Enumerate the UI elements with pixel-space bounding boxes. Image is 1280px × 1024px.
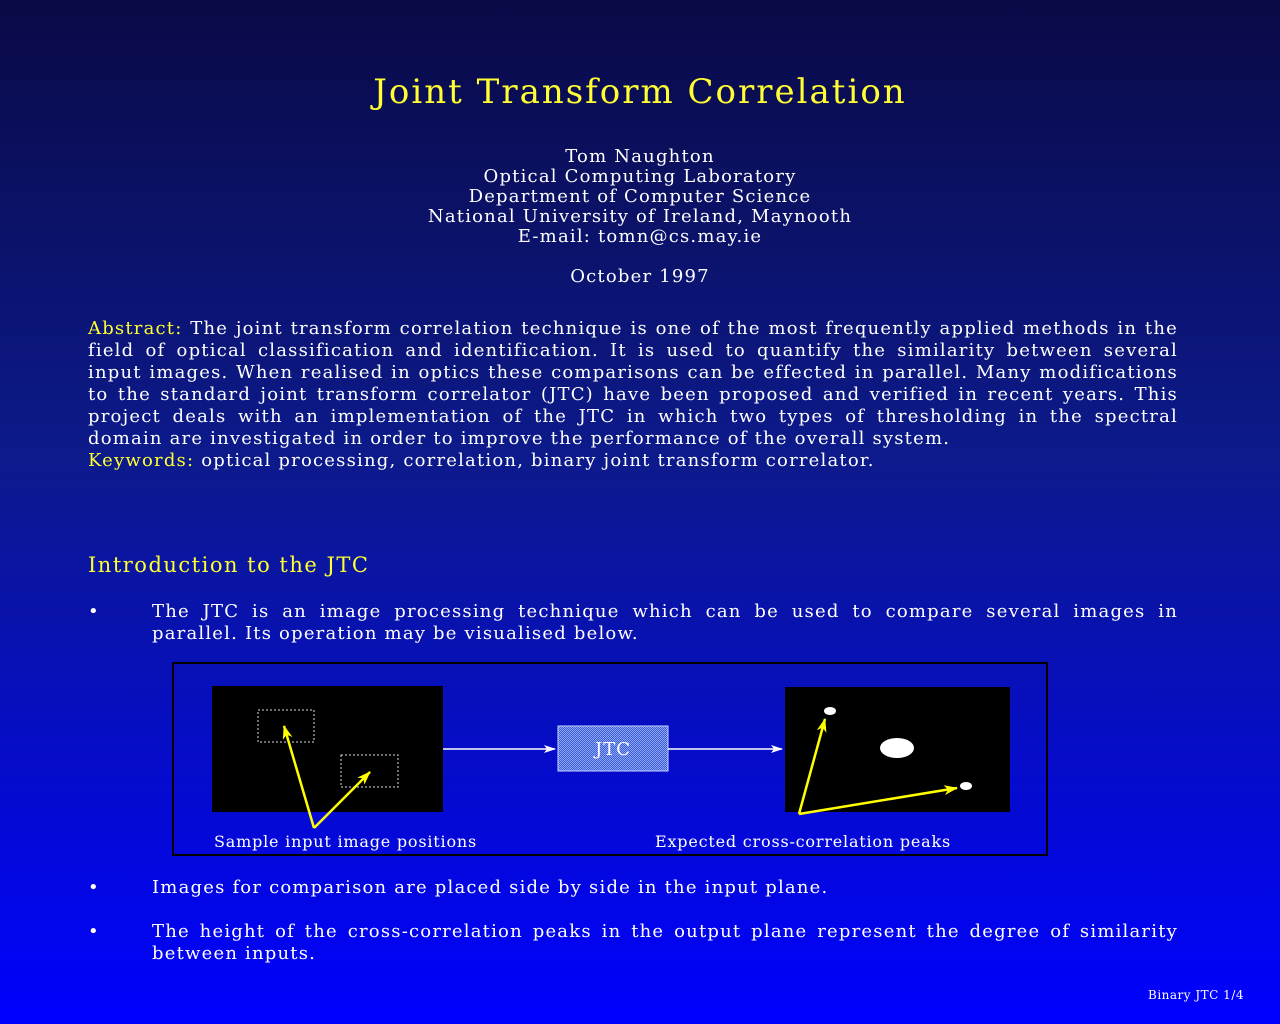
jtc-diagram — [172, 662, 1048, 856]
bullet-text: Images for comparison are placed side by side in the input plane. — [152, 877, 829, 898]
correlation-peak — [960, 782, 972, 790]
input-caption: Sample input image positions — [214, 832, 477, 851]
author-lab: Optical Computing Laboratory — [483, 166, 797, 187]
bullet-text: The JTC is an image processing technique which can be used to compare several images in parallel. Its operation may be visualised below. — [152, 601, 1178, 644]
author-university: National University of Ireland, Maynooth — [427, 206, 853, 227]
correlation-peak — [880, 738, 914, 758]
abstract — [88, 318, 1178, 472]
bullet-icon: • — [88, 877, 100, 898]
publication-date: October 1997 — [570, 266, 710, 287]
bullet-icon: • — [88, 921, 100, 942]
bullet-icon: • — [88, 601, 100, 622]
abstract-label: Abstract: — [88, 318, 183, 339]
slide-footer: Binary JTC 1/4 — [1148, 988, 1244, 1002]
keywords-text: optical processing, correlation, binary joint transform correlator. — [201, 450, 875, 471]
output-caption: Expected cross-correlation peaks — [655, 832, 952, 851]
bullet-item — [88, 877, 1178, 899]
jtc-diagram-svg — [174, 664, 1050, 858]
author-block — [0, 147, 1280, 287]
slide-title: Joint Transform Correlation — [373, 72, 907, 112]
author-department: Department of Computer Science — [468, 186, 812, 207]
correlation-peak — [824, 707, 836, 715]
input-plane — [212, 686, 443, 812]
author-email: E-mail: tomn@cs.may.ie — [517, 226, 763, 247]
bullet-item — [88, 601, 1178, 645]
abstract-text: The joint transform correlation technique is one of the most frequently applied methods in the field of optical classification and identification. It is used to quantify the similarity between several input images. When realised in optics these comparisons can be effected in parallel. Many modifications to the standard joint transform correlator (JTC) have been proposed and verified in recent years. This project deals with an implementation of the JTC in which two types of thresholding in the spectral domain are investigated in order to improve the performance of the overall system. — [88, 318, 1178, 449]
author-name: Tom Naughton — [565, 146, 715, 167]
keywords-label: Keywords: — [88, 450, 195, 471]
bullet-text: The height of the cross-correlation peaks in the output plane represent the degree of similarity between inputs. — [152, 921, 1178, 964]
jtc-box-label: JTC — [595, 739, 631, 760]
section-heading: Introduction to the JTC — [88, 553, 370, 577]
bullet-item — [88, 921, 1178, 965]
